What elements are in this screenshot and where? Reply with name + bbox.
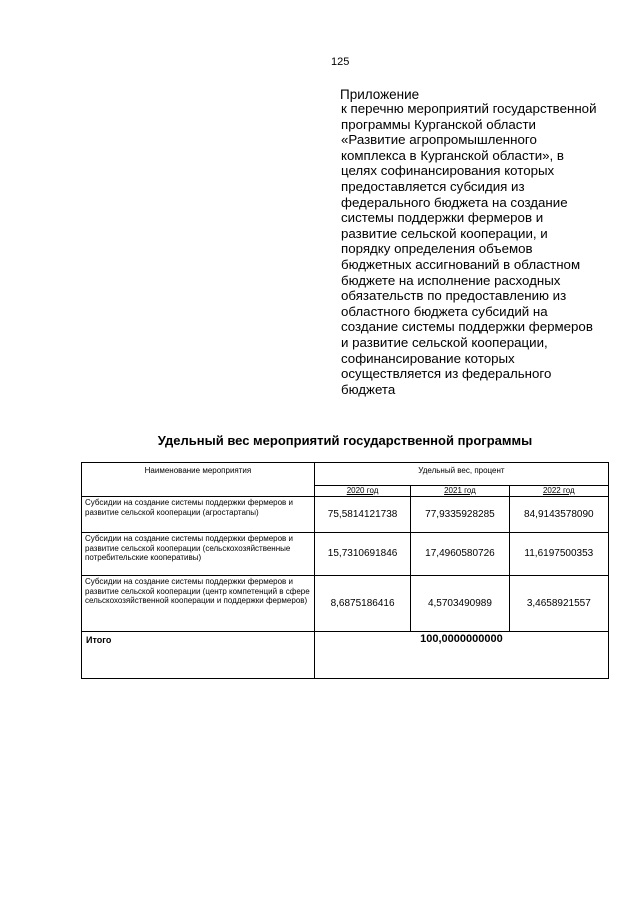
total-label: Итого xyxy=(82,632,315,679)
value-cell: 17,4960580726 xyxy=(411,533,509,576)
activity-name-cell: Субсидии на создание системы поддержки фермеров и развитие сельской кооперации (агростартапы) xyxy=(82,497,315,533)
appendix-line: целях софинансирования которых xyxy=(341,163,555,179)
value-cell: 75,5814121738 xyxy=(314,497,410,533)
header-year: 2021 год xyxy=(411,485,509,496)
header-year: 2020 год xyxy=(314,485,410,496)
table-row xyxy=(82,533,609,576)
appendix-line: бюджете на исполнение расходных xyxy=(341,272,561,288)
appendix-line: «Развитие агропромышленного xyxy=(341,132,537,148)
table-total-row xyxy=(82,632,609,679)
table-row xyxy=(82,497,609,533)
header-year: 2022 год xyxy=(509,485,608,496)
appendix-line: областного бюджета субсидий на xyxy=(341,303,548,319)
appendix-line: и развитие сельской кооперации, xyxy=(341,334,548,350)
appendix-line: к перечню мероприятий государственной xyxy=(341,101,597,116)
table-row xyxy=(82,576,609,632)
total-value: 100,0000000000 xyxy=(314,632,608,679)
value-cell: 77,9335928285 xyxy=(411,497,509,533)
appendix-line: обязательств по предоставлению из xyxy=(341,288,567,304)
value-cell: 84,9143578090 xyxy=(509,497,608,533)
page-number: 125 xyxy=(331,56,350,68)
value-cell: 4,5703490989 xyxy=(411,576,509,632)
activity-name-cell: Субсидии на создание системы поддержки фермеров и развитие сельской кооперации (центр компетенций в сфере сельскохозяйственной кооперации и поддержки фермеров) xyxy=(82,576,315,632)
table-header-row xyxy=(82,463,609,486)
header-weight-percent: Удельный вес, процент xyxy=(314,463,608,486)
appendix-line: комплекса в Курганской области», в xyxy=(341,147,564,163)
appendix-line: предоставляется субсидия из xyxy=(341,178,525,194)
activity-name-cell: Субсидии на создание системы поддержки фермеров и развитие сельской кооперации (сельскохозяйственные потребительские кооперативы) xyxy=(82,533,315,576)
value-cell: 8,6875186416 xyxy=(314,576,410,632)
appendix-heading: Приложение xyxy=(340,87,420,102)
value-cell: 15,7310691846 xyxy=(314,533,410,576)
appendix-text xyxy=(341,101,616,397)
appendix-line: порядку определения объемов xyxy=(341,241,533,257)
appendix-line: бюджетных ассигнований в областном xyxy=(341,256,581,272)
header-activity-name: Наименование мероприятия xyxy=(82,463,315,497)
weights-table xyxy=(81,462,609,679)
appendix-line: развитие сельской кооперации, и xyxy=(341,225,548,241)
value-cell: 3,4658921557 xyxy=(509,576,608,632)
appendix-line: создание системы поддержки фермеров xyxy=(341,319,593,335)
appendix-line: программы Курганской области xyxy=(341,116,536,132)
value-cell: 11,6197500353 xyxy=(509,533,608,576)
appendix-line: бюджета xyxy=(341,381,396,397)
appendix-line: федерального бюджета на создание xyxy=(341,194,568,210)
table-title: Удельный вес мероприятий государственной программы xyxy=(157,433,533,448)
appendix-line: осуществляется из федерального xyxy=(341,366,552,382)
appendix-line: софинансирование которых xyxy=(341,350,515,366)
appendix-line: системы поддержки фермеров и xyxy=(341,210,544,226)
